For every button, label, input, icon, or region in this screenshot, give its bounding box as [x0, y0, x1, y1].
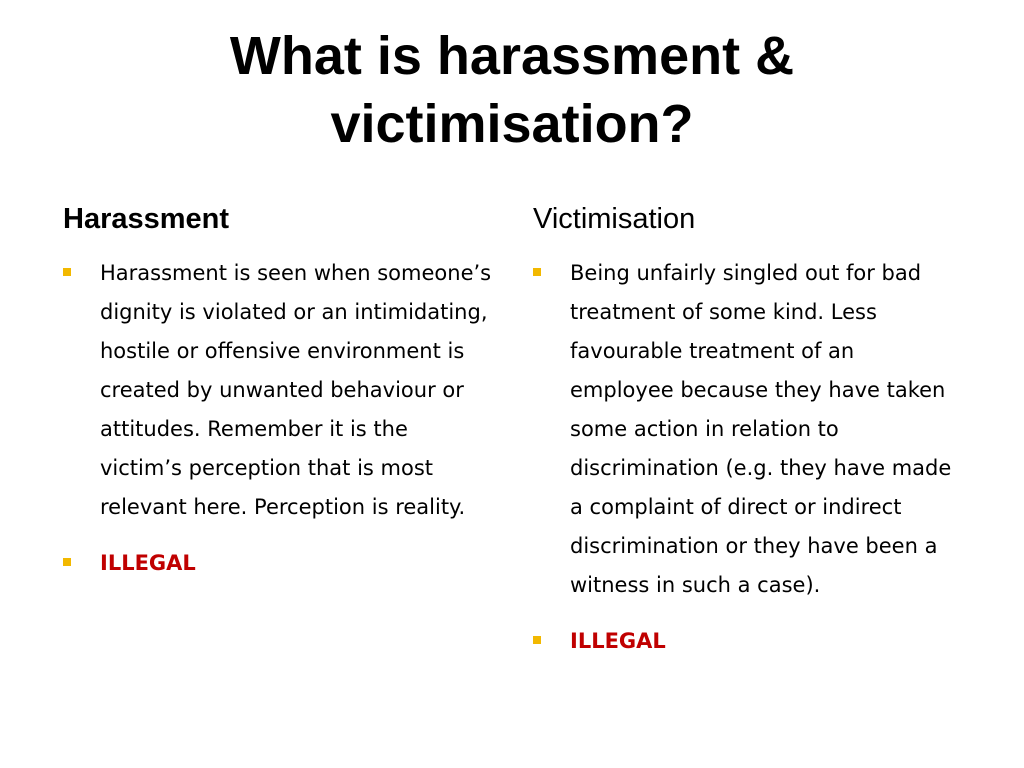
square-bullet-icon	[63, 268, 71, 276]
victimisation-illegal-text: ILLEGAL	[570, 629, 666, 653]
victimisation-definition-bullet	[533, 254, 963, 605]
victimisation-heading: Victimisation	[533, 203, 696, 235]
harassment-bullet-list	[63, 254, 493, 583]
victimisation-bullet-list	[533, 254, 963, 661]
victimisation-column	[533, 200, 963, 678]
harassment-illegal-text: ILLEGAL	[100, 551, 196, 575]
harassment-definition-bullet	[63, 254, 493, 527]
harassment-illegal-bullet	[63, 544, 493, 583]
title-line-1: What is harassment &	[229, 26, 795, 86]
square-bullet-icon	[63, 558, 71, 566]
slide-title	[0, 22, 1024, 158]
square-bullet-icon	[533, 636, 541, 644]
harassment-definition-text: Harassment is seen when someone’s dignity is violated or an intimidating, hostile or offensive environment is created by unwanted behaviour or attitudes. Remember it is the victim’s perception that is most relevant here. Perception is reality.	[100, 261, 492, 519]
harassment-column	[63, 200, 493, 600]
harassment-heading: Harassment	[63, 203, 230, 235]
square-bullet-icon	[533, 268, 541, 276]
victimisation-illegal-bullet	[533, 622, 963, 661]
title-line-2: victimisation?	[330, 94, 694, 154]
victimisation-definition-text: Being unfairly singled out for bad treatment of some kind. Less favourable treatment of an employee because they have taken some action in relation to discrimination (e.g. they have made a complaint of direct or indirect discrimination or they have been a witness in such a case).	[570, 261, 952, 597]
